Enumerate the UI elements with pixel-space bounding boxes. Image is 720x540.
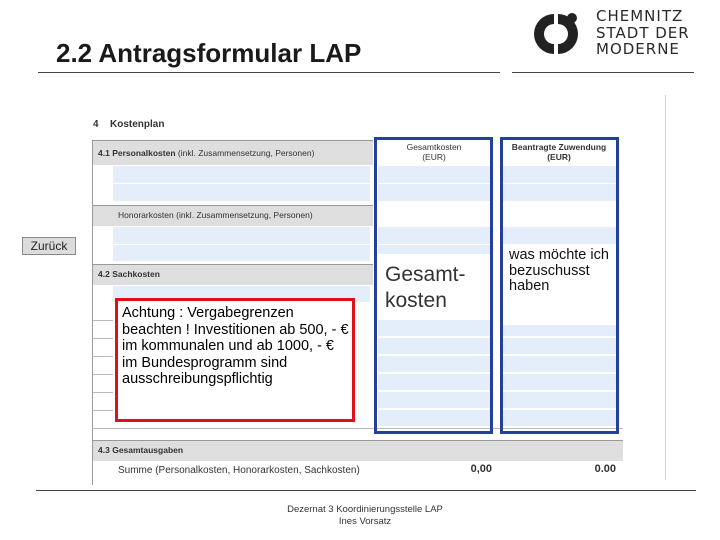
slide-title: 2.2 Antragsformular LAP — [56, 38, 362, 68]
warning-callout-text: Achtung : Vergabegrenzen beachten ! Investitionen ab 500, - € im kommunalen und ab 1000, - € im Bundesprogramm sind ausschreibungspflichtig — [122, 305, 349, 387]
honorarkosten-description-2[interactable] — [113, 245, 370, 262]
section-41-title: Personalkosten — [112, 148, 176, 158]
section-42-number: 4.2 — [98, 269, 110, 279]
summe-gesamt-value: 0,00 — [470, 463, 492, 475]
section-41-heading — [98, 148, 314, 158]
row-divider — [93, 356, 113, 357]
bezuschusst-callout: was möchte ich bezuschusst haben — [509, 247, 609, 294]
logo-line-2: STADT DER — [596, 23, 690, 42]
logo-wordmark — [596, 8, 690, 58]
back-button[interactable]: Zurück — [22, 237, 76, 255]
row-divider — [93, 374, 113, 375]
summe-label: Summe (Personalkosten, Honorarkosten, Sachkosten) — [118, 465, 360, 476]
section-41-number: 4.1 — [98, 148, 110, 158]
gesamtkosten-callout — [385, 262, 466, 314]
section-43-title: Gesamtausgaben — [112, 445, 184, 455]
column-gesamtkosten-label: Gesamtkosten — [406, 142, 462, 152]
gesamtkosten-callout-line-2: kosten — [385, 289, 447, 312]
section-43-number: 4.3 — [98, 445, 110, 455]
personalkosten-description-2[interactable] — [113, 184, 370, 202]
column-beantragt-unit: (EUR) — [547, 152, 571, 162]
chemnitz-logo-icon — [528, 8, 584, 60]
form-left-border — [92, 140, 93, 485]
logo-line-3: MODERNE — [596, 40, 680, 58]
column-gesamtkosten-unit: (EUR) — [422, 152, 446, 162]
section-42-heading — [98, 269, 160, 279]
form-right-border — [665, 95, 666, 480]
row-divider — [93, 410, 113, 411]
title-divider-right — [512, 72, 694, 73]
personalkosten-description-1[interactable] — [113, 166, 370, 184]
honorarkosten-label: Honorarkosten (inkl. Zusammensetzung, Personen) — [118, 210, 313, 220]
section-41-note: (inkl. Zusammensetzung, Personen) — [177, 148, 315, 158]
footer-line-2: Ines Vorsatz — [338, 516, 392, 527]
column-beantragt-label: Beantragte Zuwendung — [511, 142, 607, 152]
section-43-heading — [98, 445, 183, 455]
row-divider — [93, 338, 113, 339]
footer — [260, 504, 470, 528]
gesamtkosten-callout-line-1: Gesamt- — [385, 263, 466, 286]
footer-divider — [36, 490, 696, 491]
section-4-number: 4 — [93, 119, 99, 130]
honorarkosten-description-1[interactable] — [113, 227, 370, 245]
row-divider — [93, 392, 113, 393]
logo-line-1: CHEMNITZ — [596, 7, 684, 25]
title-divider — [38, 72, 500, 73]
summe-beantragt-value: 0.00 — [594, 463, 616, 475]
row-divider — [93, 320, 113, 321]
section-42-title: Sachkosten — [112, 269, 160, 279]
footer-line-1: Dezernat 3 Koordinierungsstelle LAP — [287, 504, 443, 515]
section-4-title: Kostenplan — [110, 119, 165, 130]
